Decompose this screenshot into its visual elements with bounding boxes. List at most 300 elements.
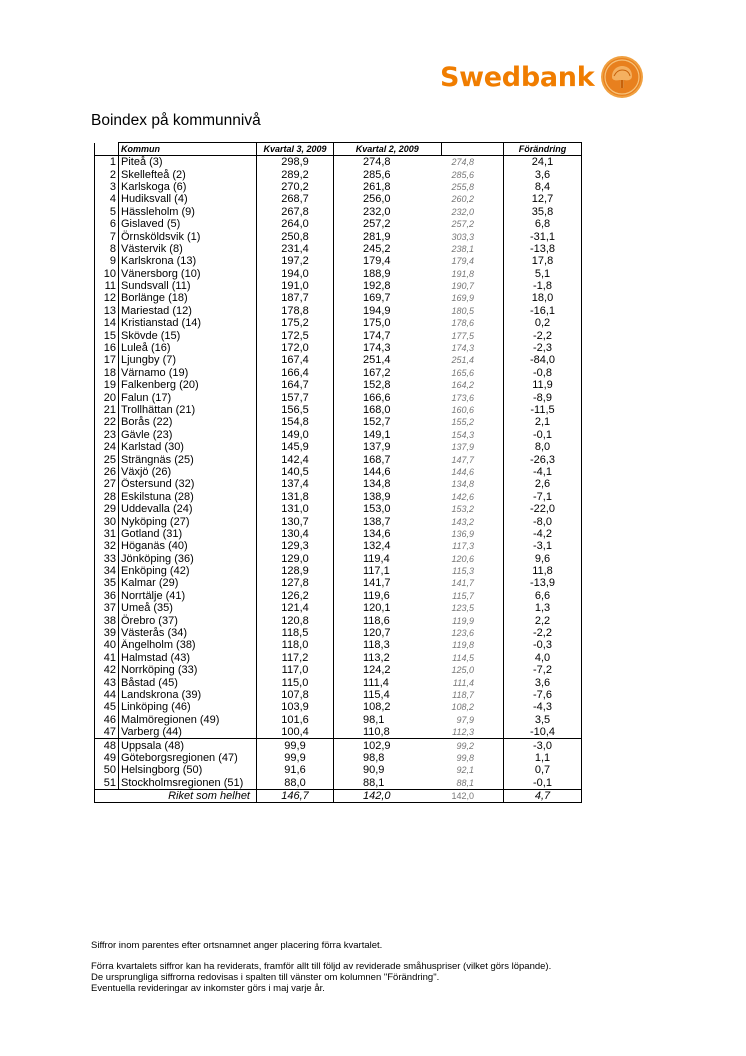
gap-cell xyxy=(476,515,504,527)
change-cell: -16,1 xyxy=(504,305,582,317)
table-row xyxy=(95,664,582,676)
q2-cell: 174,7 xyxy=(334,329,442,341)
change-cell: -0,1 xyxy=(504,777,582,790)
change-cell: 8,4 xyxy=(504,181,582,193)
rank-cell: 50 xyxy=(103,764,116,777)
change-cell: 8,0 xyxy=(504,441,582,453)
gap-cell xyxy=(476,689,504,701)
gap-cell xyxy=(476,627,504,639)
kommun-cell: Ängelholm (38) xyxy=(119,639,257,651)
table-row xyxy=(95,676,582,688)
change-cell: -7,1 xyxy=(504,491,582,503)
q3-cell: 127,8 xyxy=(257,577,334,589)
revised-q2-cell: 257,2 xyxy=(451,219,474,230)
gap-cell xyxy=(476,491,504,503)
revised-q2-cell: 119,8 xyxy=(452,640,474,651)
gap-cell xyxy=(476,181,504,193)
q2-cell: 108,2 xyxy=(334,701,442,713)
revised-q2-cell: 153,2 xyxy=(451,504,474,515)
gap-cell xyxy=(476,466,504,478)
table-row xyxy=(95,639,582,651)
q2-cell: 137,9 xyxy=(334,441,442,453)
table-row xyxy=(95,329,582,341)
table-row xyxy=(95,689,582,701)
revised-q2-cell: 97,9 xyxy=(456,714,474,725)
gap-cell xyxy=(476,243,504,255)
change-cell: -13,9 xyxy=(504,577,582,589)
kommun-cell: Norrtälje (41) xyxy=(119,590,257,602)
gap-cell xyxy=(476,676,504,688)
rank-cell: 38 xyxy=(103,614,116,627)
revised-q2-cell: 144,6 xyxy=(451,466,474,477)
table-row xyxy=(95,305,582,317)
table-row xyxy=(95,280,582,292)
table-row xyxy=(95,565,582,577)
table-row xyxy=(95,614,582,626)
change-cell: 9,6 xyxy=(504,553,582,565)
q3-cell: 99,9 xyxy=(257,739,334,752)
q2-cell: 257,2 xyxy=(334,218,442,230)
q2-cell: 281,9 xyxy=(334,230,442,242)
q3-cell: 129,3 xyxy=(257,540,334,552)
revised-q2-cell: 232,0 xyxy=(451,206,474,217)
gap-cell xyxy=(476,739,504,752)
kommun-cell: Uddevalla (24) xyxy=(119,503,257,515)
gap-cell xyxy=(476,478,504,490)
change-cell: 1,3 xyxy=(504,602,582,614)
table-row xyxy=(95,416,582,428)
kommun-cell: Karlskoga (6) xyxy=(119,181,257,193)
q3-cell: 100,4 xyxy=(257,726,334,739)
change-cell: -0,3 xyxy=(504,639,582,651)
gap-cell xyxy=(476,590,504,602)
kommun-cell: Vänersborg (10) xyxy=(119,268,257,280)
gap-cell xyxy=(476,441,504,453)
gap-cell xyxy=(476,639,504,651)
change-cell: 3,5 xyxy=(504,714,582,726)
revised-q2-cell: 260,2 xyxy=(451,194,474,205)
change-cell: 35,8 xyxy=(504,206,582,218)
q2-cell: 192,8 xyxy=(334,280,442,292)
q3-cell: 231,4 xyxy=(257,243,334,255)
q3-cell: 130,7 xyxy=(257,515,334,527)
q2-cell: 134,6 xyxy=(334,528,442,540)
rank-cell: 34 xyxy=(103,565,116,578)
footnotes xyxy=(91,940,551,994)
kommun-cell: Ljungby (7) xyxy=(119,354,257,366)
q3-cell: 172,5 xyxy=(257,329,334,341)
rank-cell: 6 xyxy=(109,218,116,231)
revised-q2-cell: 115,7 xyxy=(452,590,474,601)
change-cell: -2,2 xyxy=(504,329,582,341)
change-cell: 3,6 xyxy=(504,168,582,180)
table-row xyxy=(95,602,582,614)
q2-cell: 138,7 xyxy=(334,515,442,527)
kommun-cell: Stockholmsregionen (51) xyxy=(119,777,257,790)
rank-cell: 48 xyxy=(95,739,119,752)
kommun-cell: Helsingborg (50) xyxy=(119,764,257,776)
revised-q2-cell: 165,6 xyxy=(451,367,474,378)
q3-cell: 131,0 xyxy=(257,503,334,515)
revised-q2-cell: 143,2 xyxy=(451,516,474,527)
change-cell: -2,2 xyxy=(504,627,582,639)
revised-q2-cell: 255,8 xyxy=(451,181,474,192)
rank-cell: 13 xyxy=(103,304,116,317)
table-row xyxy=(95,540,582,552)
kommun-cell: Piteå (3) xyxy=(119,156,257,169)
q3-cell: 88,0 xyxy=(257,777,334,790)
revised-q2-cell: 179,4 xyxy=(451,256,474,267)
q2-cell: 124,2 xyxy=(334,664,442,676)
page-title: Boindex på kommunnivå xyxy=(91,112,261,129)
change-cell: -4,2 xyxy=(504,528,582,540)
rank-cell: 32 xyxy=(103,540,116,553)
q3-cell: 130,4 xyxy=(257,528,334,540)
rank-cell: 45 xyxy=(103,701,116,714)
table-body xyxy=(95,156,582,803)
change-cell: -1,8 xyxy=(504,280,582,292)
table-row xyxy=(95,255,582,267)
q2-cell: 152,8 xyxy=(334,379,442,391)
rank-cell: 4 xyxy=(109,193,116,206)
table-row xyxy=(95,218,582,230)
kommun-cell: Eskilstuna (28) xyxy=(119,491,257,503)
revised-q2-cell: 120,6 xyxy=(451,553,474,564)
table-row xyxy=(95,503,582,515)
kommun-cell: Kalmar (29) xyxy=(119,577,257,589)
rank-cell: 17 xyxy=(103,354,116,367)
change-cell: -0,8 xyxy=(504,367,582,379)
kommun-cell: Borås (22) xyxy=(119,416,257,428)
brand-name: Swedbank xyxy=(440,61,595,93)
q2-cell: 188,9 xyxy=(334,268,442,280)
q3-cell: 121,4 xyxy=(257,602,334,614)
rank-cell: 44 xyxy=(103,688,116,701)
change-cell: -4,3 xyxy=(504,701,582,713)
q2-cell: 141,7 xyxy=(334,577,442,589)
revised-q2-cell: 191,8 xyxy=(451,268,474,279)
q2-cell: 168,0 xyxy=(334,404,442,416)
rank-cell: 2 xyxy=(109,168,116,181)
change-cell: -31,1 xyxy=(504,230,582,242)
table-row xyxy=(95,590,582,602)
q3-cell: 187,7 xyxy=(257,292,334,304)
rank-cell: 28 xyxy=(103,490,116,503)
table-row xyxy=(95,466,582,478)
kommun-cell: Malmöregionen (49) xyxy=(119,714,257,726)
q3-cell: 197,2 xyxy=(257,255,334,267)
change-cell: 3,6 xyxy=(504,676,582,688)
kommun-cell: Västerås (34) xyxy=(119,627,257,639)
rank-cell: 18 xyxy=(103,366,116,379)
gap-cell xyxy=(476,701,504,713)
kommun-cell: Jönköping (36) xyxy=(119,553,257,565)
revised-q2-cell: 180,5 xyxy=(451,305,474,316)
q2-cell: 113,2 xyxy=(334,652,442,664)
kommun-cell: Trollhättan (21) xyxy=(119,404,257,416)
q2-cell: 119,6 xyxy=(334,590,442,602)
rank-cell: 8 xyxy=(109,242,116,255)
q3-cell: 178,8 xyxy=(257,305,334,317)
note-income: Eventuella revideringar av inkomster görs i maj varje år. xyxy=(91,983,325,994)
kommun-cell: Gislaved (5) xyxy=(119,218,257,230)
gap-cell xyxy=(476,280,504,292)
table-row xyxy=(95,528,582,540)
q2-cell: 168,7 xyxy=(334,453,442,465)
q3-cell: 117,0 xyxy=(257,664,334,676)
gap-cell xyxy=(476,789,504,802)
rank-cell: 15 xyxy=(103,329,116,342)
change-cell: 0,7 xyxy=(504,764,582,776)
kommun-cell: Landskrona (39) xyxy=(119,689,257,701)
kommun-cell: Norrköping (33) xyxy=(119,664,257,676)
change-cell: -84,0 xyxy=(504,354,582,366)
rank-cell: 5 xyxy=(109,205,116,218)
revised-q2-cell: 119,9 xyxy=(452,615,474,626)
gap-cell xyxy=(476,404,504,416)
change-cell: 2,6 xyxy=(504,478,582,490)
table-header-row xyxy=(95,143,582,156)
gap-cell xyxy=(476,156,504,169)
rank-header xyxy=(95,143,119,156)
rank-cell: 9 xyxy=(109,255,116,268)
change-cell: 18,0 xyxy=(504,292,582,304)
revised-q2-cell: 173,6 xyxy=(451,392,474,403)
q3-cell: 167,4 xyxy=(257,354,334,366)
revised-q2-cell: 123,6 xyxy=(451,628,474,639)
table-row xyxy=(95,206,582,218)
rank-cell: 31 xyxy=(103,527,116,540)
q2-cell: 256,0 xyxy=(334,193,442,205)
q3-cell: 298,9 xyxy=(257,156,334,169)
change-cell: -4,1 xyxy=(504,466,582,478)
q2-cell: 115,4 xyxy=(334,689,442,701)
q3-cell: 145,9 xyxy=(257,441,334,453)
q2-cell: 118,3 xyxy=(334,639,442,651)
change-cell: -8,9 xyxy=(504,391,582,403)
q3-cell: 164,7 xyxy=(257,379,334,391)
gap-cell xyxy=(476,764,504,776)
note-revised: Förra kvartalets siffror kan ha reviderats, framför allt till följd av reviderade småhuspriser (vilket görs löpande). xyxy=(91,961,552,972)
rank-cell: 26 xyxy=(103,465,116,478)
gap-cell xyxy=(476,230,504,242)
q2-cell: 111,4 xyxy=(334,676,442,688)
rank-cell: 36 xyxy=(103,589,116,602)
rank-cell: 39 xyxy=(103,627,116,640)
revised-q2-cell: 123,5 xyxy=(451,603,474,614)
rank-cell: 11 xyxy=(104,280,116,293)
q3-cell: 157,7 xyxy=(257,391,334,403)
revised-q2-cell: 274,8 xyxy=(441,156,476,169)
q2-cell: 166,6 xyxy=(334,391,442,403)
q3-cell: 172,0 xyxy=(257,342,334,354)
q3-cell: 270,2 xyxy=(257,181,334,193)
kommun-cell: Hässleholm (9) xyxy=(119,206,257,218)
table-row xyxy=(95,230,582,242)
kommun-cell: Båstad (45) xyxy=(119,676,257,688)
revised-q2-cell: 115,3 xyxy=(452,566,474,577)
table-row xyxy=(95,739,582,752)
q2-cell: 149,1 xyxy=(334,429,442,441)
q2-cell: 117,1 xyxy=(334,565,442,577)
total-q2-cell: 142,0 xyxy=(334,789,442,802)
change-cell: -3,0 xyxy=(504,739,582,752)
q2-cell: 88,1 xyxy=(334,777,442,790)
q2-cell: 153,0 xyxy=(334,503,442,515)
revised-q2-cell: 177,5 xyxy=(451,330,474,341)
gap-cell xyxy=(476,752,504,764)
gap-cell xyxy=(476,218,504,230)
rank-cell: 25 xyxy=(103,453,116,466)
kommun-cell: Höganäs (40) xyxy=(119,540,257,552)
table-row xyxy=(95,752,582,764)
rank-cell: 14 xyxy=(103,317,116,330)
kommun-cell: Luleå (16) xyxy=(119,342,257,354)
revised-q2-cell: 303,3 xyxy=(451,231,474,242)
revised-q2-cell: 92,1 xyxy=(456,765,474,776)
gap-cell xyxy=(476,614,504,626)
table-row xyxy=(95,764,582,776)
revised-q2-cell: 108,2 xyxy=(451,702,474,713)
rank-cell: 51 xyxy=(103,776,116,789)
gap-cell xyxy=(476,391,504,403)
revised-q2-cell: 114,5 xyxy=(452,652,474,663)
gap-cell xyxy=(476,317,504,329)
q2-cell: 194,9 xyxy=(334,305,442,317)
q3-cell: 289,2 xyxy=(257,168,334,180)
revised-q2-cell: 155,2 xyxy=(451,417,474,428)
rank-cell: 27 xyxy=(103,478,116,491)
table-row xyxy=(95,627,582,639)
table-row xyxy=(95,391,582,403)
table-row xyxy=(95,367,582,379)
q3-header: Kvartal 3, 2009 xyxy=(257,143,334,156)
q2-cell: 132,4 xyxy=(334,540,442,552)
gap-cell xyxy=(476,528,504,540)
revised-q2-cell: 160,6 xyxy=(451,405,474,415)
kommun-cell: Kristianstad (14) xyxy=(119,317,257,329)
q2-cell: 118,6 xyxy=(334,614,442,626)
q2-cell: 251,4 xyxy=(334,354,442,366)
table-row xyxy=(95,429,582,441)
gap-cell xyxy=(476,354,504,366)
q3-cell: 101,6 xyxy=(257,714,334,726)
revised-q2-cell: 111,4 xyxy=(452,677,474,688)
rank-cell: 49 xyxy=(103,751,116,764)
kommun-cell: Skövde (15) xyxy=(119,329,257,341)
rank-cell: 19 xyxy=(103,379,116,392)
change-cell: 1,1 xyxy=(504,752,582,764)
rank-cell: 37 xyxy=(103,602,116,615)
total-q3-cell: 146,7 xyxy=(257,789,334,802)
gap-cell xyxy=(476,540,504,552)
change-cell: 11,8 xyxy=(504,565,582,577)
revised-q2-cell: 88,1 xyxy=(456,777,474,788)
rank-cell: 3 xyxy=(109,180,116,193)
table-row xyxy=(95,156,582,169)
change-cell: -22,0 xyxy=(504,503,582,515)
change-cell: 17,8 xyxy=(504,255,582,267)
rank-cell: 7 xyxy=(109,230,116,243)
gap-cell xyxy=(476,305,504,317)
change-cell: -8,0 xyxy=(504,515,582,527)
gap-cell xyxy=(476,577,504,589)
q3-cell: 118,0 xyxy=(257,639,334,651)
revised-q2-cell: 285,6 xyxy=(451,169,474,180)
gap-cell xyxy=(476,255,504,267)
kommun-cell: Göteborgsregionen (47) xyxy=(119,752,257,764)
q2-cell: 174,3 xyxy=(334,342,442,354)
q3-cell: 103,9 xyxy=(257,701,334,713)
revised-q2-cell: 154,3 xyxy=(451,429,474,440)
q2-cell: 274,8 xyxy=(334,156,442,169)
gap-cell xyxy=(476,453,504,465)
kommun-cell: Varberg (44) xyxy=(119,726,257,739)
gap-cell xyxy=(476,193,504,205)
kommun-cell: Halmstad (43) xyxy=(119,652,257,664)
revised-q2-cell: 190,7 xyxy=(451,281,474,292)
table-row xyxy=(95,491,582,503)
gap-cell xyxy=(476,329,504,341)
q2-cell: 261,8 xyxy=(334,181,442,193)
revised-q2-cell: 178,6 xyxy=(451,318,474,329)
rank-cell: 16 xyxy=(103,342,116,355)
rank-cell: 30 xyxy=(103,515,116,528)
change-cell: 5,1 xyxy=(504,268,582,280)
kommun-cell: Gävle (23) xyxy=(119,429,257,441)
revised-q2-cell: 134,8 xyxy=(451,479,474,490)
q3-cell: 191,0 xyxy=(257,280,334,292)
revised-q2-cell: 118,7 xyxy=(452,689,474,700)
table-row xyxy=(95,714,582,726)
q2-cell: 138,9 xyxy=(334,491,442,503)
rank-cell: 23 xyxy=(103,428,116,441)
change-cell: -7,6 xyxy=(504,689,582,701)
revised-q2-cell: 141,7 xyxy=(451,578,474,589)
gap-cell xyxy=(476,268,504,280)
change-cell: 0,2 xyxy=(504,317,582,329)
table-row xyxy=(95,701,582,713)
swedbank-logo xyxy=(440,52,644,102)
q3-cell: 154,8 xyxy=(257,416,334,428)
table-row xyxy=(95,515,582,527)
q3-cell: 115,0 xyxy=(257,676,334,688)
revised-q2-cell: 136,9 xyxy=(451,528,474,539)
gap-cell xyxy=(476,367,504,379)
kommun-cell: Karlstad (30) xyxy=(119,441,257,453)
table-row xyxy=(95,168,582,180)
revised-q2-cell: 112,3 xyxy=(452,727,474,738)
gap-header xyxy=(476,143,504,156)
table-row xyxy=(95,193,582,205)
change-cell: -13,8 xyxy=(504,243,582,255)
rank-cell: 29 xyxy=(103,503,116,516)
rank-cell: 20 xyxy=(103,391,116,404)
kommun-cell: Värnamo (19) xyxy=(119,367,257,379)
q3-cell: 131,8 xyxy=(257,491,334,503)
change-cell: 6,8 xyxy=(504,218,582,230)
gap-cell xyxy=(476,553,504,565)
revised-q2-cell: 164,2 xyxy=(451,380,474,391)
gap-cell xyxy=(476,429,504,441)
q2-cell: 90,9 xyxy=(334,764,442,776)
change-cell: 6,6 xyxy=(504,590,582,602)
q3-cell: 194,0 xyxy=(257,268,334,280)
q2-cell: 179,4 xyxy=(334,255,442,267)
change-cell: -2,3 xyxy=(504,342,582,354)
table-row xyxy=(95,553,582,565)
table-row xyxy=(95,652,582,664)
